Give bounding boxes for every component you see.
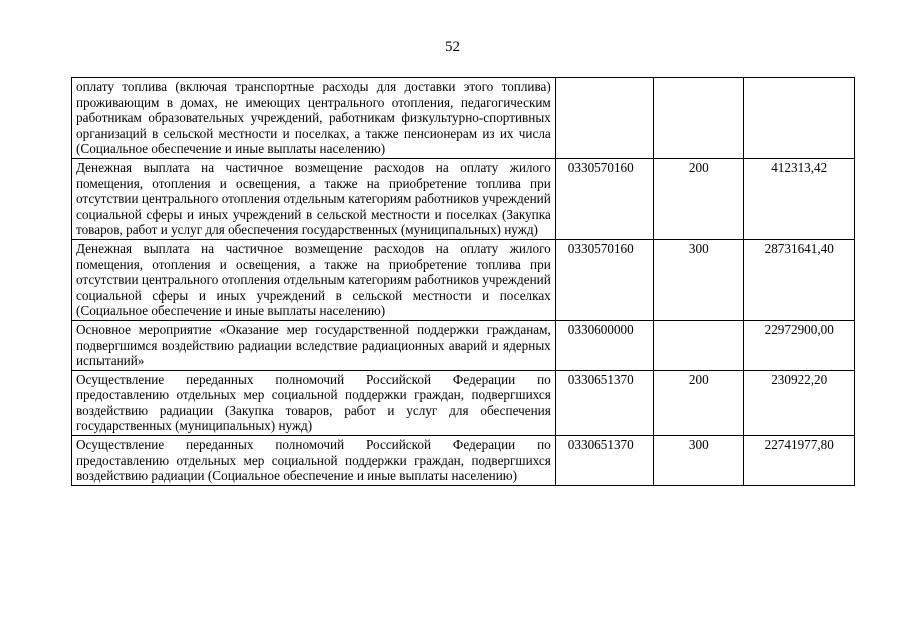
table-row bbox=[72, 370, 855, 435]
row-amount: 28731641,40 bbox=[744, 239, 855, 320]
row-code: 0330651370 bbox=[555, 370, 653, 435]
row-code: 0330570160 bbox=[555, 239, 653, 320]
row-expense-type: 200 bbox=[654, 158, 744, 239]
row-expense-type bbox=[654, 320, 744, 370]
row-description: оплату топлива (включая транспортные расходы для доставки этого топлива) проживающим в домах, не имеющих центрального отопления, педагогическим работникам образовательных учреждений, работникам физкультурно-спортивных организаций в сельской местности и поселках, а также пенсионерам из их числа (Социальное обеспечение и иные выплаты населению) bbox=[72, 78, 556, 159]
budget-table bbox=[71, 77, 855, 486]
row-amount bbox=[744, 78, 855, 159]
row-description: Осуществление переданных полномочий Российской Федерации по предоставлению отдельных мер социальной поддержки граждан, подвергшихся воздействию радиации (Социальное обеспечение и иные выплаты населению) bbox=[72, 436, 556, 486]
row-code: 0330570160 bbox=[555, 158, 653, 239]
table-row bbox=[72, 436, 855, 486]
row-code: 0330600000 bbox=[555, 320, 653, 370]
row-expense-type: 200 bbox=[654, 370, 744, 435]
row-expense-type bbox=[654, 78, 744, 159]
row-code bbox=[555, 78, 653, 159]
row-amount: 230922,20 bbox=[744, 370, 855, 435]
row-amount: 412313,42 bbox=[744, 158, 855, 239]
row-amount: 22741977,80 bbox=[744, 436, 855, 486]
row-amount: 22972900,00 bbox=[744, 320, 855, 370]
table-row bbox=[72, 320, 855, 370]
row-description: Денежная выплата на частичное возмещение расходов на оплату жилого помещения, отопления и освещения, а также на приобретение топлива при отсутствии центрального отопления отдельным категориям работников учреждений социальной сферы и иных учреждений в сельской местности и поселках (Закупка товаров, работ и услуг для обеспечения государственных (муниципальных) нужд) bbox=[72, 158, 556, 239]
table-row bbox=[72, 239, 855, 320]
row-expense-type: 300 bbox=[654, 436, 744, 486]
page-number: 52 bbox=[445, 39, 460, 55]
row-description: Основное мероприятие «Оказание мер государственной поддержки гражданам, подвергшимся воздействию радиации вследствие радиационных аварий и ядерных испытаний» bbox=[72, 320, 556, 370]
table-row bbox=[72, 78, 855, 159]
row-description: Денежная выплата на частичное возмещение расходов на оплату жилого помещения, отопления и освещения, а также на приобретение топлива при отсутствии центрального отопления отдельным категориям работников учреждений социальной сферы и иных учреждений в сельской местности и поселках (Социальное обеспечение и иные выплаты населению) bbox=[72, 239, 556, 320]
row-expense-type: 300 bbox=[654, 239, 744, 320]
row-code: 0330651370 bbox=[555, 436, 653, 486]
row-description: Осуществление переданных полномочий Российской Федерации по предоставлению отдельных мер социальной поддержки граждан, подвергшихся воздействию радиации (Закупка товаров, работ и услуг для обеспечения государственных (муниципальных) нужд) bbox=[72, 370, 556, 435]
table-row bbox=[72, 158, 855, 239]
